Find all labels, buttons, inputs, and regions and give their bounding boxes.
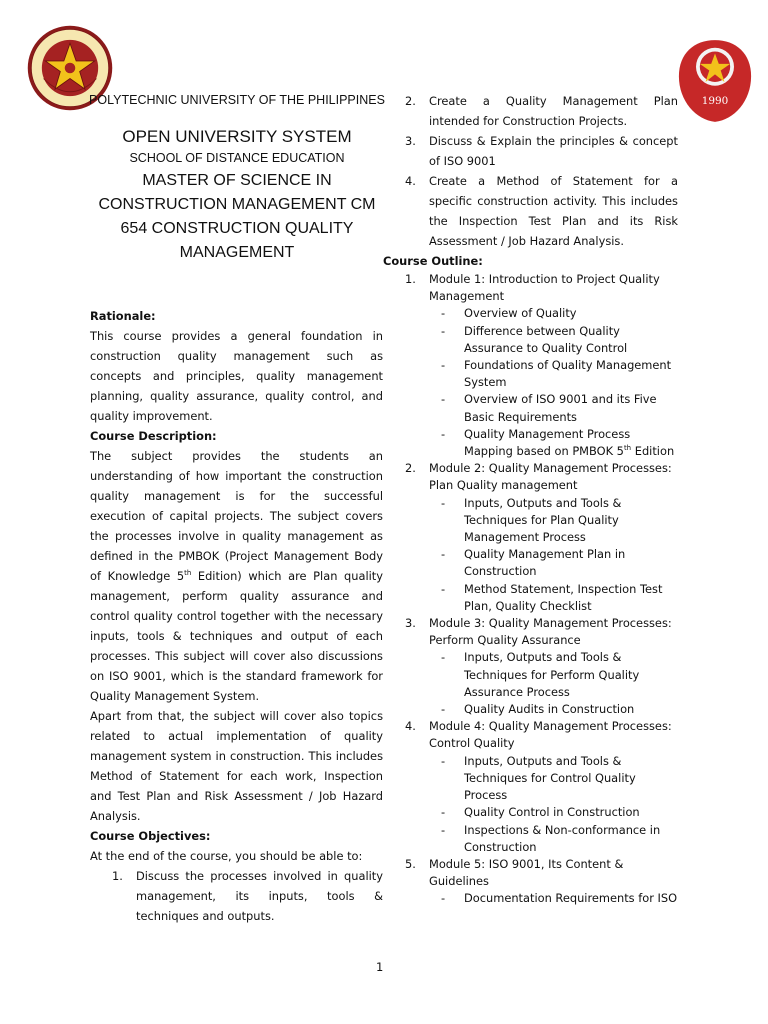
list-item bbox=[383, 171, 678, 251]
topic-text: Difference between Quality Assurance to Quality Control bbox=[464, 323, 628, 355]
module-title: Module 5: ISO 9001, Its Content & Guidelines bbox=[429, 856, 624, 889]
objective-text: Discuss & Explain the principles & concept of ISO 9001 bbox=[429, 134, 678, 168]
description-paragraph-2: Apart from that, the subject will cover also topics related to actual implementation of quality management system in construction. This includes Method of Statement for each work, Inspection and Test Plan and Risk Assessment / Job Hazard Analysis. bbox=[90, 709, 383, 823]
objectives-list-right bbox=[383, 91, 678, 251]
outline-heading: Course Outline: bbox=[383, 254, 483, 268]
rationale-text: This course provides a general foundation in construction quality management such as concepts and principles, quality management planning, quality assurance, quality control, and quality improvement. bbox=[90, 329, 383, 423]
module-topics bbox=[429, 305, 678, 460]
ous-seal-logo bbox=[677, 38, 753, 124]
topic-text: Quality Management Plan in Construction bbox=[464, 547, 626, 579]
module-item bbox=[383, 856, 678, 908]
program-course-title: MASTER OF SCIENCE IN CONSTRUCTION MANAGEMENT CM 654 CONSTRUCTION QUALITY MANAGEMENT bbox=[98, 172, 376, 261]
module-item bbox=[383, 718, 678, 856]
topic-text-a: Quality Management Process Mapping based on PMBOK 5 bbox=[464, 426, 631, 459]
list-number: 1. bbox=[112, 869, 123, 883]
module-title: Module 1: Introduction to Project Quality Management bbox=[429, 272, 660, 304]
topic-item: - Overview of Quality bbox=[441, 306, 577, 321]
module-number: 5. bbox=[405, 856, 416, 871]
description-text-b: Edition) which are Plan quality management, perform quality assurance and control quality control together with the necessary inputs, tools & techniques and output of each processes. This subject will cover also discussions on ISO 9001, which is the standard framework for Quality Management System. bbox=[90, 569, 383, 703]
objective-text: Create a Method of Statement for a specific construction activity. This includes the Inspection Test Plan and its Risk Assessment / Job Hazard Analysis. bbox=[429, 174, 678, 248]
description-heading: Course Description: bbox=[90, 429, 217, 443]
topic-text: Inspections & Non-conformance in Construction bbox=[464, 822, 661, 854]
school-name: SCHOOL OF DISTANCE EDUCATION bbox=[129, 151, 345, 165]
topic-item: - Inputs, Outputs and Tools & Techniques for Control Quality Process bbox=[441, 753, 636, 803]
page-number: 1 bbox=[376, 960, 384, 974]
list-number: 4. bbox=[405, 174, 416, 188]
topic-item: - Overview of ISO 9001 and its Five Basic Requirements bbox=[441, 392, 657, 424]
topic-item: - Difference between Quality Assurance to Quality Control bbox=[441, 323, 628, 355]
module-topics bbox=[429, 890, 678, 907]
module-title: Module 3: Quality Management Processes: Perform Quality Assurance bbox=[429, 616, 672, 648]
module-topics bbox=[429, 649, 678, 718]
module-number: 3. bbox=[405, 616, 416, 631]
topic-text: Inputs, Outputs and Tools & Techniques for Perform Quality Assurance Process bbox=[464, 650, 640, 699]
topic-text: Quality Control in Construction bbox=[464, 805, 640, 820]
topic-item: - Inputs, Outputs and Tools & Techniques for Plan Quality Management Process bbox=[441, 495, 622, 545]
module-item bbox=[383, 271, 678, 460]
objectives-heading: Course Objectives: bbox=[90, 829, 211, 843]
objective-text: Discuss the processes involved in quality management, its inputs, tools & techniques and outputs. bbox=[136, 869, 383, 923]
topic-item: - Inputs, Outputs and Tools & Techniques for Perform Quality Assurance Process bbox=[441, 650, 640, 699]
left-column bbox=[90, 306, 383, 926]
list-item bbox=[383, 131, 678, 171]
module-topics bbox=[429, 495, 678, 615]
list-item bbox=[383, 91, 678, 131]
objectives-intro: At the end of the course, you should be able to: bbox=[90, 849, 363, 863]
module-topics bbox=[429, 753, 678, 856]
topic-text: Documentation Requirements for ISO bbox=[464, 891, 678, 906]
description-text-a: The subject provides the students an understanding of how important the construction quality management is for the successful execution of capital projects. The subject covers the processes involve in quality management as defined in the PMBOK (Project Management Body of Knowledge 5 bbox=[90, 449, 383, 583]
system-name: OPEN UNIVERSITY SYSTEM bbox=[122, 127, 352, 146]
university-name: POLYTECHNIC UNIVERSITY OF THE PHILIPPINES bbox=[89, 93, 385, 107]
topic-item: - Quality Management Plan in Construction bbox=[441, 547, 626, 579]
module-number: 2. bbox=[405, 461, 416, 476]
course-outline bbox=[383, 271, 678, 908]
topic-text: Overview of ISO 9001 and its Five Basic Requirements bbox=[464, 392, 657, 424]
topic-text: Quality Audits in Construction bbox=[464, 702, 635, 717]
topic-item: - Method Statement, Inspection Test Plan, Quality Checklist bbox=[441, 581, 663, 613]
topic-item: - Inspections & Non-conformance in Construction bbox=[441, 822, 661, 854]
right-column bbox=[383, 91, 678, 908]
objective-text: Create a Quality Management Plan intended for Construction Projects. bbox=[429, 94, 678, 128]
topic-text: Foundations of Quality Management System bbox=[464, 358, 672, 390]
objectives-list-left bbox=[90, 866, 383, 926]
list-number: 3. bbox=[405, 134, 416, 148]
topic-text: Inputs, Outputs and Tools & Techniques for Plan Quality Management Process bbox=[464, 495, 622, 545]
topic-item: - Quality Management Process Mapping based on PMBOK 5th Edition bbox=[441, 426, 675, 459]
topic-text: Method Statement, Inspection Test Plan, Quality Checklist bbox=[464, 581, 663, 613]
topic-text: Overview of Quality bbox=[464, 306, 577, 321]
topic-item: - Documentation Requirements for ISO bbox=[441, 891, 678, 906]
description-paragraph-1 bbox=[90, 446, 383, 706]
list-item bbox=[90, 866, 383, 926]
list-number: 2. bbox=[405, 94, 416, 108]
rationale-heading: Rationale: bbox=[90, 309, 156, 323]
module-number: 1. bbox=[405, 272, 416, 286]
module-title: Module 4: Quality Management Processes: Control Quality bbox=[429, 719, 672, 751]
topic-item: - Quality Audits in Construction bbox=[441, 702, 635, 717]
topic-text: Inputs, Outputs and Tools & Techniques for Control Quality Process bbox=[464, 753, 636, 803]
module-number: 4. bbox=[405, 719, 416, 734]
topic-text-b: Edition bbox=[631, 444, 675, 459]
module-item bbox=[383, 615, 678, 718]
topic-item: - Quality Control in Construction bbox=[441, 805, 640, 820]
module-item bbox=[383, 460, 678, 615]
module-title: Module 2: Quality Management Processes: Plan Quality management bbox=[429, 461, 672, 493]
topic-item: - Foundations of Quality Management System bbox=[441, 358, 672, 390]
seal-year-text: 1990 bbox=[701, 94, 729, 107]
description-sup: th bbox=[184, 569, 192, 578]
topic-sup: th bbox=[623, 444, 632, 453]
